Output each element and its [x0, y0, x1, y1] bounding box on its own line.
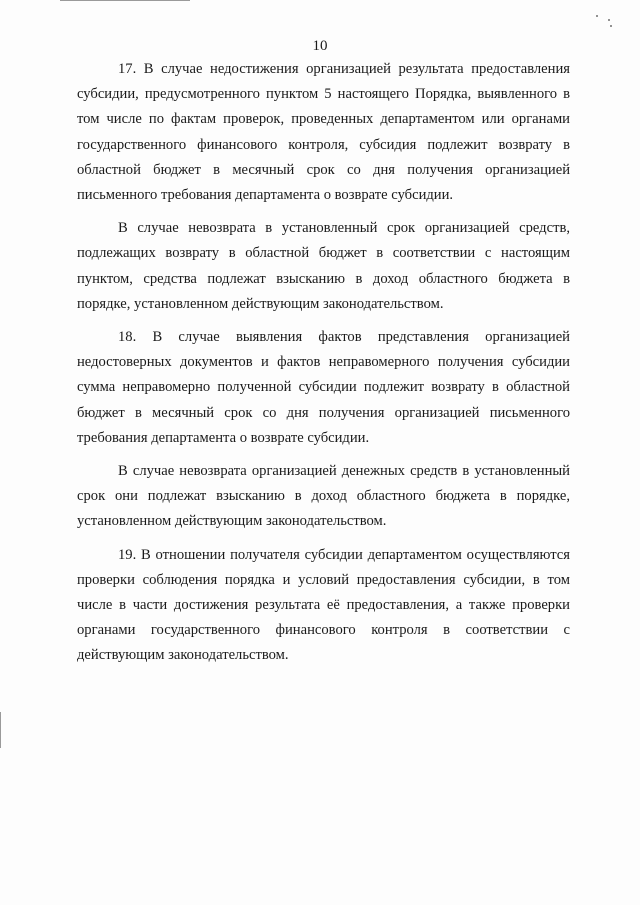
paragraph-18-nonreturn: В случае невозврата организацией денежных средств в установленный срок они подлежат взысканию в доход областного бюджета в порядке, установленном действующим законодательством. — [77, 463, 570, 530]
paragraph-18: 18. В случае выявления фактов представления организацией недостоверных документов и фактов неправомерного получения субсидии сумма неправомерно полученной субсидии подлежит возврату в областной бюджет в месячный срок со дня получения организацией письменного требования департамента о возврате субсидии. — [77, 329, 570, 446]
scan-edge-mark-top — [60, 0, 190, 1]
paragraph-19: 19. В отношении получателя субсидии департаментом осуществляются проверки соблюдения порядка и условий предоставления субсидии, в том числе в части достижения результата её предоставления, а также проверки органами государственного финансового контроля в соответствии с действующим законодательством. — [77, 546, 570, 664]
scan-speck — [610, 25, 612, 27]
paragraph-17: 17. В случае недостижения организацией результата предоставления субсидии, предусмотренного пунктом 5 настоящего Порядка, выявленного в том числе по фактам проверок, проведенных департаментом или органами государственного финансового контроля, субсидия подлежит возврату в областной бюджет в месячный срок со дня получения организацией письменного требования департамента о возврате субсидии. — [77, 61, 570, 204]
scan-speck — [596, 15, 598, 17]
page-number: 10 — [312, 38, 328, 54]
scan-speck — [608, 19, 610, 21]
document-body — [77, 57, 570, 677]
scan-edge-mark-left — [0, 712, 1, 748]
paragraph-17-nonreturn: В случае невозврата в установленный срок организацией средств, подлежащих возврату в областной бюджет в соответствии с настоящим пунктом, средства подлежат взысканию в доход областного бюджета в порядке, установленном действующим законодательством. — [77, 220, 570, 312]
